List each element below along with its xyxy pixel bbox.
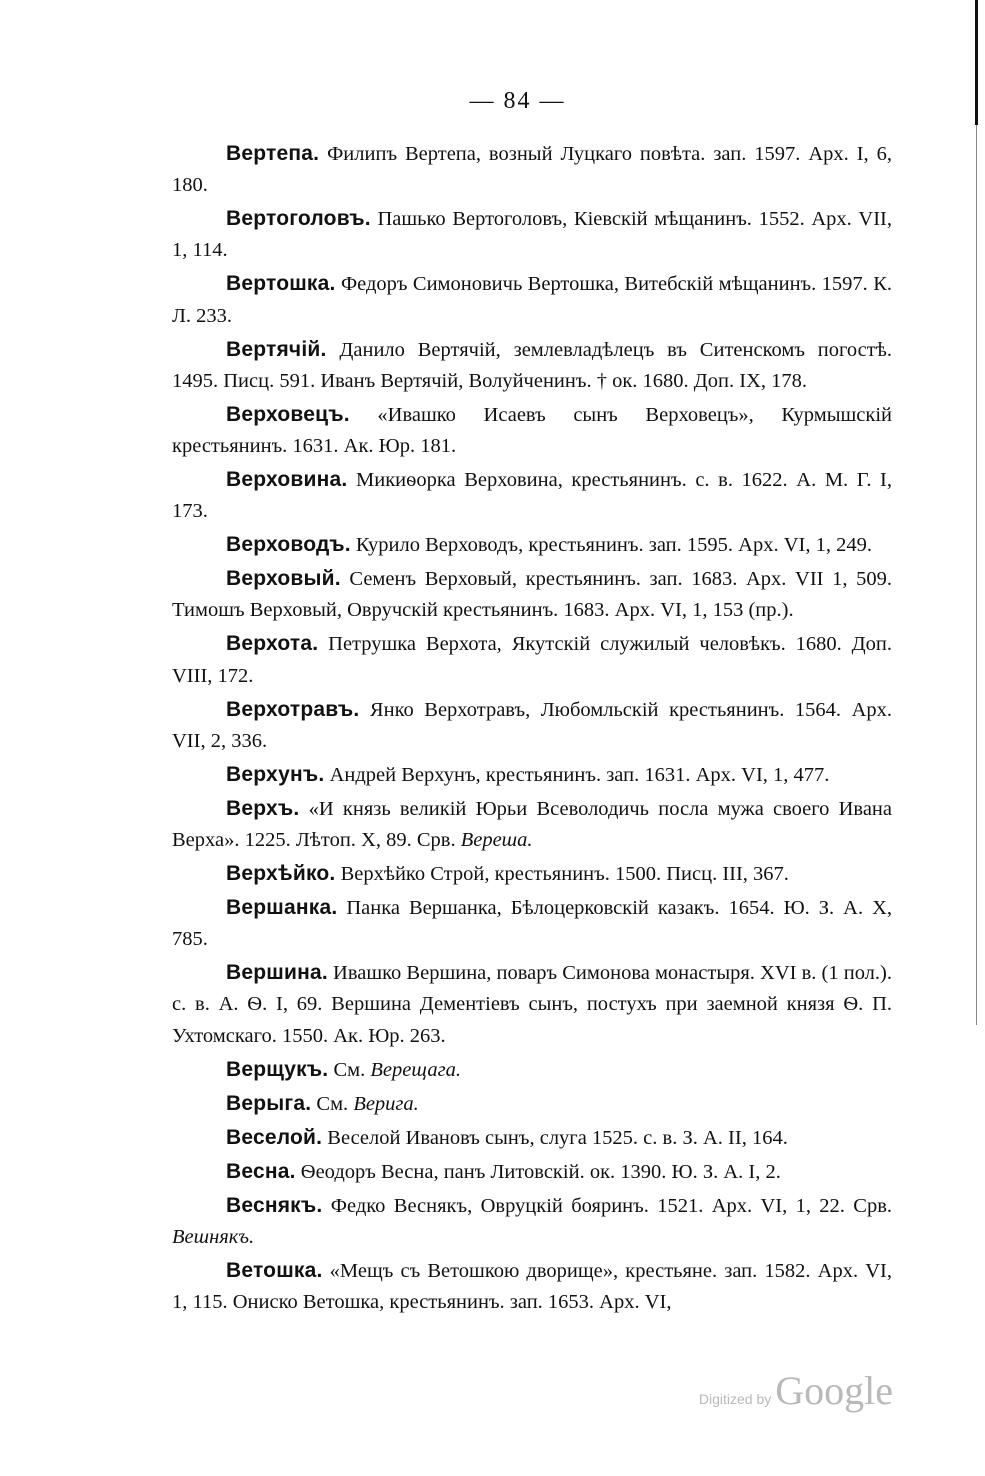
dictionary-entry <box>172 1088 892 1120</box>
entry-body: «Ивашко Исаевъ сынъ Верховецъ», Курмышскій крестьянинъ. 1631. Ак. Юр. 181. <box>172 403 892 458</box>
entry-headword: Вершина. <box>226 961 328 985</box>
dictionary-entry <box>172 464 892 527</box>
entry-headword: Верхотравъ. <box>226 697 360 721</box>
entry-headword: Веснякъ. <box>226 1193 323 1217</box>
entry-headword: Верхота. <box>226 632 319 656</box>
entry-headword: Вершанка. <box>226 896 338 920</box>
entry-cross-reference: Верига. <box>353 1092 419 1115</box>
dictionary-entry <box>172 268 892 331</box>
entry-cross-reference: Верещага. <box>370 1058 461 1081</box>
entry-headword: Весна. <box>226 1159 296 1183</box>
entry-headword: Вертоголовъ. <box>226 207 371 231</box>
dictionary-entry <box>172 957 892 1052</box>
dictionary-entry <box>172 628 892 691</box>
dictionary-entry <box>172 1122 892 1154</box>
entry-cross-reference: Вереша. <box>460 829 533 852</box>
watermark-google-text: Google <box>775 1368 893 1413</box>
dictionary-entry <box>172 1156 892 1188</box>
dictionary-entry <box>172 334 892 397</box>
entry-body: Данило Вертячій, землевладѣлецъ въ Ситенскомъ погостѣ. 1495. Писц. 591. Иванъ Вертячій, Волуйченинъ. † ок. 1680. Доп. IX, 178. <box>172 338 892 392</box>
entry-headword: Вертячій. <box>226 337 327 361</box>
dictionary-entry <box>172 759 892 791</box>
entry-body: Филипъ Вертепа, возный Луцкаго повѣта. зап. 1597. Арх. I, 6, 180. <box>172 143 892 197</box>
entry-headword: Вертошка. <box>226 272 336 296</box>
entry-headword: Верыга. <box>226 1091 312 1115</box>
dictionary-entry <box>172 1255 892 1318</box>
entry-headword: Верхъ. <box>226 796 300 820</box>
dictionary-entry <box>172 203 892 266</box>
entry-body: См. <box>328 1058 371 1081</box>
watermark-small-text: Digitized by <box>698 1391 772 1407</box>
entry-body: Ѳеодоръ Весна, панъ Литовскій. ок. 1390. Ю. З. А. I, 2. <box>295 1160 781 1183</box>
dictionary-entry <box>172 1190 892 1253</box>
entry-body: Микиѳорка Верховина, крестьянинъ. с. в. 1622. А. М. Г. I, 173. <box>172 469 892 523</box>
dictionary-entry <box>172 1054 892 1086</box>
entry-body: «И князь великій Юрьи Всеволодичь посла мужа своего Ивана Верха». 1225. Лѣтоп. X, 89. Срв. <box>172 797 892 852</box>
entry-headword: Верховецъ. <box>226 402 350 426</box>
digitized-by-google-watermark <box>699 1367 893 1414</box>
entry-body: Верхѣйко Строй, крестьянинъ. 1500. Писц. III, 367. <box>335 863 789 886</box>
entry-body: Ивашко Вершина, поваръ Симонова монастыря. XVI в. (1 пол.). с. в. А. Ѳ. I, 69. Вершина Дементіевъ сынъ, постухъ при заемной князя Ѳ. П. Ухтомскаго. 1550. Ак. Юр. 263. <box>172 962 892 1047</box>
entry-body: Янко Верхотравъ, Любомльскій крестьянинъ. 1564. Арх. VII, 2, 336. <box>172 698 892 752</box>
entry-body: Курило Верховодъ, крестьянинъ. зап. 1595. Арх. VI, 1, 249. <box>350 534 872 557</box>
entry-body: См. <box>311 1092 354 1115</box>
entry-body: Веселой Ивановъ сынъ, слуга 1525. с. в. З. А. II, 164. <box>322 1126 788 1149</box>
entry-body: Андрей Верхунъ, крестьянинъ. зап. 1631. Арх. VI, 1, 477. <box>324 763 830 786</box>
entry-headword: Верховодъ. <box>226 533 351 557</box>
entry-headword: Верхѣйко. <box>226 862 336 886</box>
entry-headword: Вертепа. <box>226 142 320 165</box>
dictionary-entry <box>172 563 892 626</box>
entry-headword: Верхунъ. <box>226 762 325 786</box>
dictionary-entries <box>172 138 892 1320</box>
entry-body: Панка Вершанка, Бѣлоцерковскій казакъ. 1654. Ю. З. А. X, 785. <box>172 897 892 951</box>
dictionary-entry <box>172 858 892 890</box>
entry-body: Федко Веснякъ, Овруцкій бояринъ. 1521. Арх. VI, 1, 22. Срв. <box>322 1194 892 1217</box>
dictionary-entry <box>172 138 892 201</box>
entry-body: Федоръ Симоновичь Вертошка, Витебскій мѣщанинъ. 1597. К. Л. 233. <box>172 273 892 327</box>
page-number: — 84 — <box>469 88 566 114</box>
entry-headword: Ветошка. <box>226 1258 323 1282</box>
entry-body: Пашько Вертоголовъ, Кіевскій мѣщанинъ. 1552. Арх. VII, 1, 114. <box>172 208 892 262</box>
entry-cross-reference: Вешнякъ. <box>172 1225 255 1248</box>
entry-body: Петрушка Верхота, Якутскій служилый человѣкъ. 1680. Доп. VIII, 172. <box>172 633 892 687</box>
entry-headword: Веселой. <box>226 1125 323 1149</box>
dictionary-entry <box>172 529 892 561</box>
dictionary-entry <box>172 892 892 955</box>
page-edge-shadow <box>976 125 977 1025</box>
entry-headword: Верховый. <box>226 567 341 591</box>
dictionary-entry <box>172 694 892 757</box>
dictionary-entry <box>172 399 892 462</box>
entry-headword: Верщукъ. <box>226 1057 329 1081</box>
entry-body: Семенъ Верховый, крестьянинъ. зап. 1683. Арх. VII 1, 509. Тимошъ Верховый, Овручскій крестьянинъ. 1683. Арх. VI, 1, 153 (пр.). <box>172 568 892 622</box>
entry-body: «Мещъ съ Ветошкою дворище», крестьяне. зап. 1582. Арх. VI, 1, 115. Ониско Ветошка, крестьянинъ. зап. 1653. Арх. VI, <box>172 1259 892 1314</box>
dictionary-entry <box>172 793 892 856</box>
entry-headword: Верховина. <box>226 468 348 492</box>
